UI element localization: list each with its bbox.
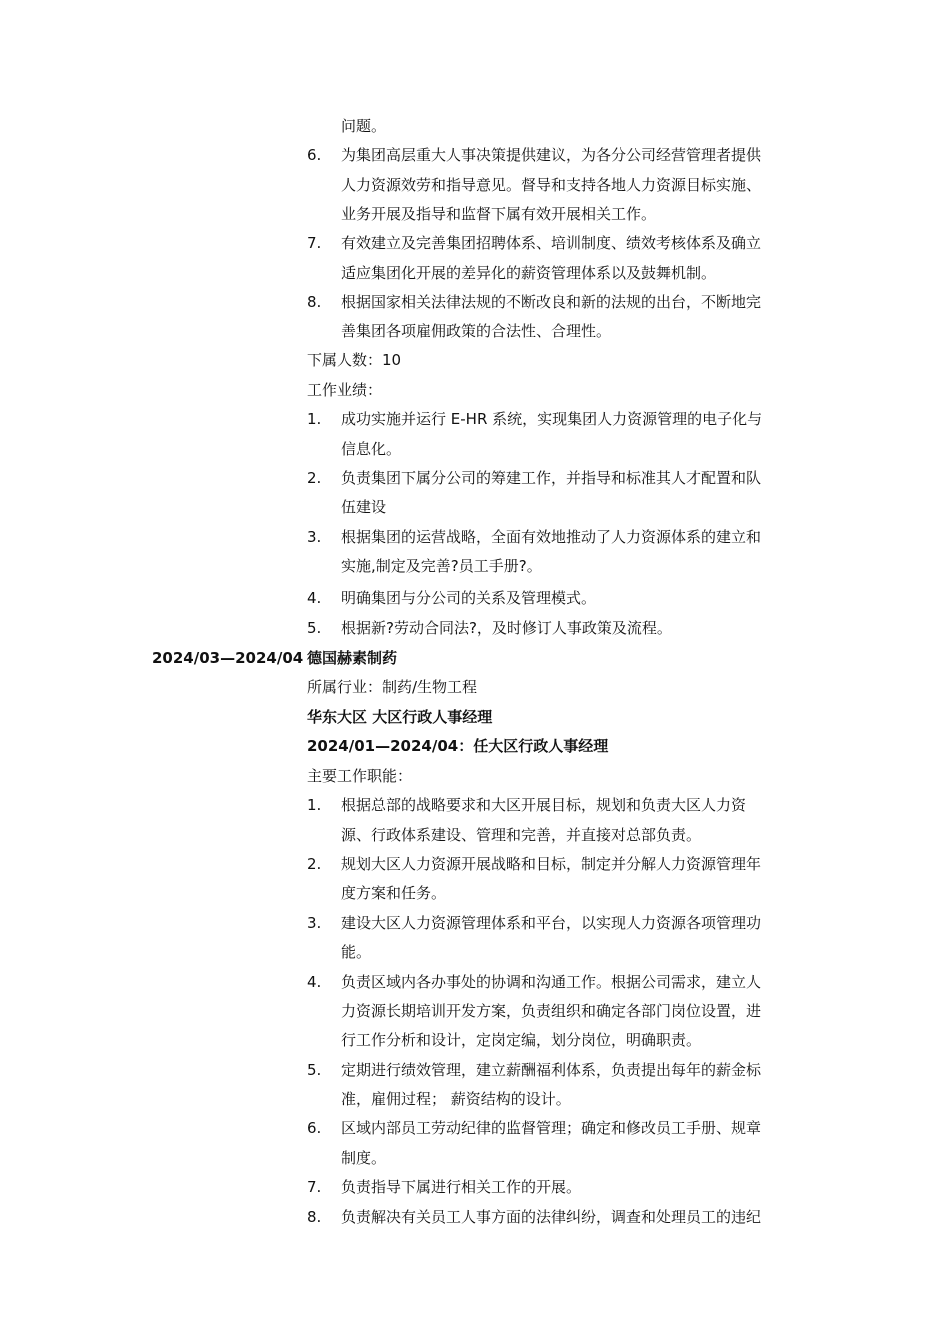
list-item-number: 7. xyxy=(307,234,322,252)
list-item-number: 5. xyxy=(307,1061,322,1079)
department-title: 华东大区 大区行政人事经理 xyxy=(307,708,493,726)
job-period: 2024/03—2024/04 xyxy=(152,649,304,667)
list-item-number: 2. xyxy=(307,469,322,487)
list-item-text: 负责区域内各办事处的协调和沟通工作。根据公司需求，建立人 xyxy=(341,973,762,991)
list-item-text: 明确集团与分公司的关系及管理模式。 xyxy=(341,589,597,607)
list-item-number: 8. xyxy=(307,1208,322,1226)
list-item-text: 人力资源效劳和指导意见。督导和支持各地人力资源目标实施、 xyxy=(341,176,762,194)
list-item-text: 区域内部员工劳动纪律的监督管理；确定和修改员工手册、规章 xyxy=(341,1119,762,1137)
subordinates-count: 下属人数：10 xyxy=(307,351,402,369)
list-item-text: 负责指导下属进行相关工作的开展。 xyxy=(341,1178,582,1196)
list-item-text: 信息化。 xyxy=(341,440,402,458)
list-item-number: 3. xyxy=(307,914,322,932)
list-item-number: 4. xyxy=(307,589,322,607)
list-item-number: 8. xyxy=(307,293,322,311)
list-item-text: 规划大区人力资源开展战略和目标，制定并分解人力资源管理年 xyxy=(341,855,762,873)
list-item-number: 5. xyxy=(307,619,322,637)
list-item-text: 适应集团化开展的差异化的薪资管理体系以及鼓舞机制。 xyxy=(341,264,717,282)
company-name: 德国赫素制药 xyxy=(307,649,398,667)
list-item-number: 1. xyxy=(307,410,322,428)
list-item-text: 负责集团下属分公司的筹建工作，并指导和标准其人才配置和队 xyxy=(341,469,762,487)
list-item-text: 定期进行绩效管理，建立薪酬福利体系，负责提出每年的薪金标 xyxy=(341,1061,762,1079)
list-item-number: 6. xyxy=(307,1119,322,1137)
list-item-text: 力资源长期培训开发方案，负责组织和确定各部门岗位设置，进 xyxy=(341,1002,762,1020)
list-item-text: 问题。 xyxy=(341,117,387,135)
list-item-text: 伍建设 xyxy=(341,498,387,516)
list-item-number: 2. xyxy=(307,855,322,873)
industry: 所属行业：制药/生物工程 xyxy=(307,678,478,696)
list-item-text: 建设大区人力资源管理体系和平台，以实现人力资源各项管理功 xyxy=(341,914,762,932)
list-item-text: 根据总部的战略要求和大区开展目标，规划和负责大区人力资 xyxy=(341,796,747,814)
duties-label: 主要工作职能： xyxy=(307,767,413,785)
list-item-text: 善集团各项雇佣政策的合法性、合理性。 xyxy=(341,322,612,340)
list-item-text: 根据集团的运营战略，全面有效地推动了人力资源体系的建立和 xyxy=(341,528,762,546)
list-item-text: 能。 xyxy=(341,943,372,961)
tenure: 2024/01—2024/04：任大区行政人事经理 xyxy=(307,737,609,755)
list-item-text: 实施,制定及完善?员工手册?。 xyxy=(341,557,542,575)
list-item-text: 准，雇佣过程； 薪资结构的设计。 xyxy=(341,1090,571,1108)
list-item-number: 3. xyxy=(307,528,322,546)
list-item-text: 源、行政体系建设、管理和完善，并直接对总部负责。 xyxy=(341,826,702,844)
list-item-text: 为集团高层重大人事决策提供建议，为各分公司经营管理者提供 xyxy=(341,146,762,164)
list-item-number: 4. xyxy=(307,973,322,991)
list-item-text: 行工作分析和设计，定岗定编，划分岗位，明确职责。 xyxy=(341,1031,702,1049)
list-item-text: 根据新?劳动合同法?，及时修订人事政策及流程。 xyxy=(341,619,672,637)
achievements-label: 工作业绩： xyxy=(307,381,383,399)
list-item-text: 负责解决有关员工人事方面的法律纠纷，调查和处理员工的违纪 xyxy=(341,1208,762,1226)
list-item-text: 根据国家相关法律法规的不断改良和新的法规的出台，不断地完 xyxy=(341,293,762,311)
list-item-text: 业务开展及指导和监督下属有效开展相关工作。 xyxy=(341,205,657,223)
list-item-text: 成功实施并运行 E-HR 系统，实现集团人力资源管理的电子化与 xyxy=(341,410,763,428)
list-item-number: 6. xyxy=(307,146,322,164)
list-item-number: 7. xyxy=(307,1178,322,1196)
list-item-text: 度方案和任务。 xyxy=(341,884,447,902)
list-item-text: 有效建立及完善集团招聘体系、培训制度、绩效考核体系及确立 xyxy=(341,234,762,252)
list-item-number: 1. xyxy=(307,796,322,814)
list-item-text: 制度。 xyxy=(341,1149,387,1167)
